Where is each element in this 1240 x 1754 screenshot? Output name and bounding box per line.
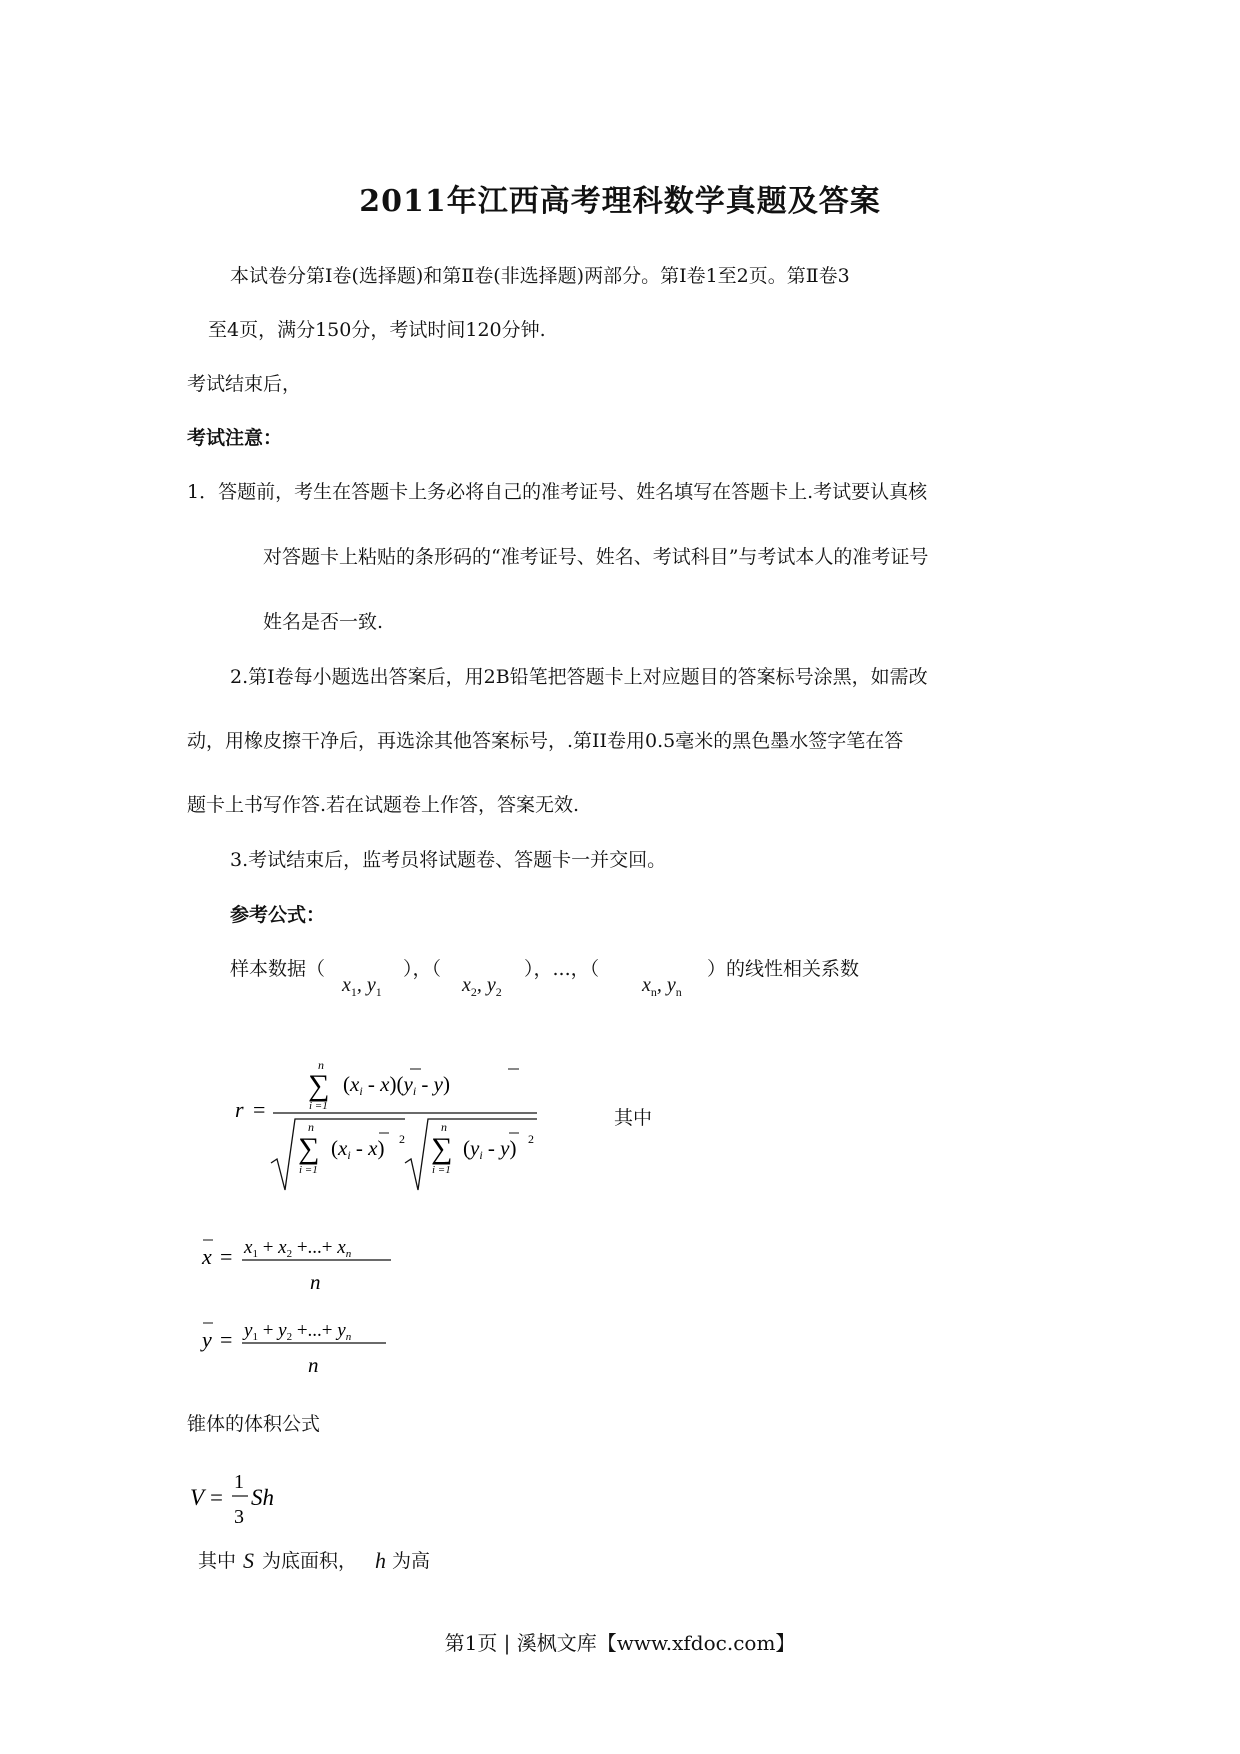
svg-text:∑: ∑ [308, 1069, 330, 1102]
svg-text:2: 2 [528, 1132, 534, 1146]
symbol-s: S [243, 1548, 254, 1573]
svg-text:=: = [220, 1327, 233, 1352]
sample-suffix: ）的线性相关系数 [707, 958, 860, 980]
svg-text:x: x [202, 1244, 212, 1269]
page-title: 2011年江西高考理科数学真题及答案 [359, 184, 881, 219]
h-meaning: 为高 [392, 1550, 431, 1572]
svg-text:i =1: i =1 [309, 1100, 328, 1112]
notice-item-2-line-1: 2.第Ⅰ卷每小题选出答案后，用2B铅笔把答题卡上对应题目的答案标号涂黑，如需改 [230, 666, 928, 688]
svg-text:i =1: i =1 [299, 1164, 318, 1176]
svg-text:n: n [318, 1058, 324, 1072]
svg-text:x1 + x2 +...+ xn: $x_1 + x_2$ +...+ $x_n$ [244, 1237, 352, 1260]
svg-text:∑: ∑ [298, 1132, 320, 1165]
svg-text:r: r [235, 1097, 244, 1122]
formulas-heading: 参考公式： [230, 904, 326, 926]
svg-text:n: n [310, 1270, 321, 1294]
svg-text:2: 2 [399, 1132, 405, 1146]
svg-text:i =1: i =1 [432, 1164, 451, 1176]
svg-text:(xi - x)(yi - y): (xi - x)(yi - y) [343, 1072, 450, 1098]
notice-item-2-line-3: 题卡上书写作答.若在试题卷上作答，答案无效. [187, 794, 580, 816]
mean-y-formula [188, 1315, 408, 1385]
svg-text:V: V [190, 1485, 205, 1510]
svg-text:=: = [220, 1244, 233, 1269]
correlation-formula [225, 1055, 565, 1205]
page-footer: 第1页 | 溪枫文库【www.xfdoc.com】 [444, 1631, 796, 1655]
sample-point-n: $x_n$, $y_n$ [642, 974, 682, 999]
sample-prefix: 样本数据（ [230, 958, 326, 980]
sample-sep-2: ），...，（ [524, 958, 600, 980]
where-label: 其中 [614, 1107, 653, 1129]
svg-text:3: 3 [234, 1506, 244, 1528]
intro-line-3: 考试结束后， [187, 373, 302, 395]
svg-text:1: 1 [234, 1471, 244, 1493]
notice-heading: 考试注意： [187, 427, 283, 449]
notice-item-1-line-2: 对答题卡上粘贴的条形码的“准考证号、姓名、考试科目”与考试本人的准考证号 [263, 546, 929, 568]
svg-text:∑: ∑ [431, 1132, 453, 1165]
s-meaning: 为底面积， [262, 1550, 358, 1572]
notice-item-3: 3.考试结束后，监考员将试题卷、答题卡一并交回。 [230, 849, 667, 871]
where-prefix: 其中 [198, 1550, 237, 1572]
svg-text:n: n [308, 1353, 319, 1377]
svg-text:(xi - x): (xi - x) [331, 1136, 385, 1162]
sample-sep-1: ），（ [403, 958, 442, 980]
svg-text:y: y [202, 1327, 212, 1352]
notice-item-1-line-3: 姓名是否一致. [263, 611, 384, 633]
notice-item-2-line-2: 动，用橡皮擦干净后，再选涂其他答案标号，.第II卷用0.5毫米的黑色墨水签字笔在答 [187, 730, 904, 752]
svg-text:n: n [308, 1120, 314, 1134]
symbol-h: h [375, 1548, 386, 1573]
svg-text:=: = [253, 1097, 266, 1122]
mean-x-formula [188, 1232, 408, 1302]
svg-text:Sh: Sh [251, 1485, 274, 1510]
cone-volume-formula [188, 1463, 308, 1533]
intro-line-1: 本试卷分第Ⅰ卷(选择题)和第Ⅱ卷(非选择题)两部分。第Ⅰ卷1至2页。第Ⅱ卷3 [230, 265, 850, 287]
svg-text:=: = [210, 1485, 223, 1510]
cone-volume-label: 锥体的体积公式 [187, 1413, 321, 1435]
sample-point-1: $x_1$, $y_1$ [342, 974, 382, 999]
sample-point-2: $x_2$, $y_2$ [462, 974, 502, 999]
svg-text:(yi - y): (yi - y) [463, 1136, 517, 1162]
notice-item-1-line-1: 1．答题前，考生在答题卡上务必将自己的准考证号、姓名填写在答题卡上.考试要认真核 [187, 481, 928, 503]
svg-text:n: n [441, 1120, 447, 1134]
intro-line-2: 至4页，满分150分，考试时间120分钟. [208, 319, 546, 341]
svg-text:y1 + y2 +...+ yn: $y_1 + y_2$ +...+ $y_n$ [244, 1320, 352, 1343]
